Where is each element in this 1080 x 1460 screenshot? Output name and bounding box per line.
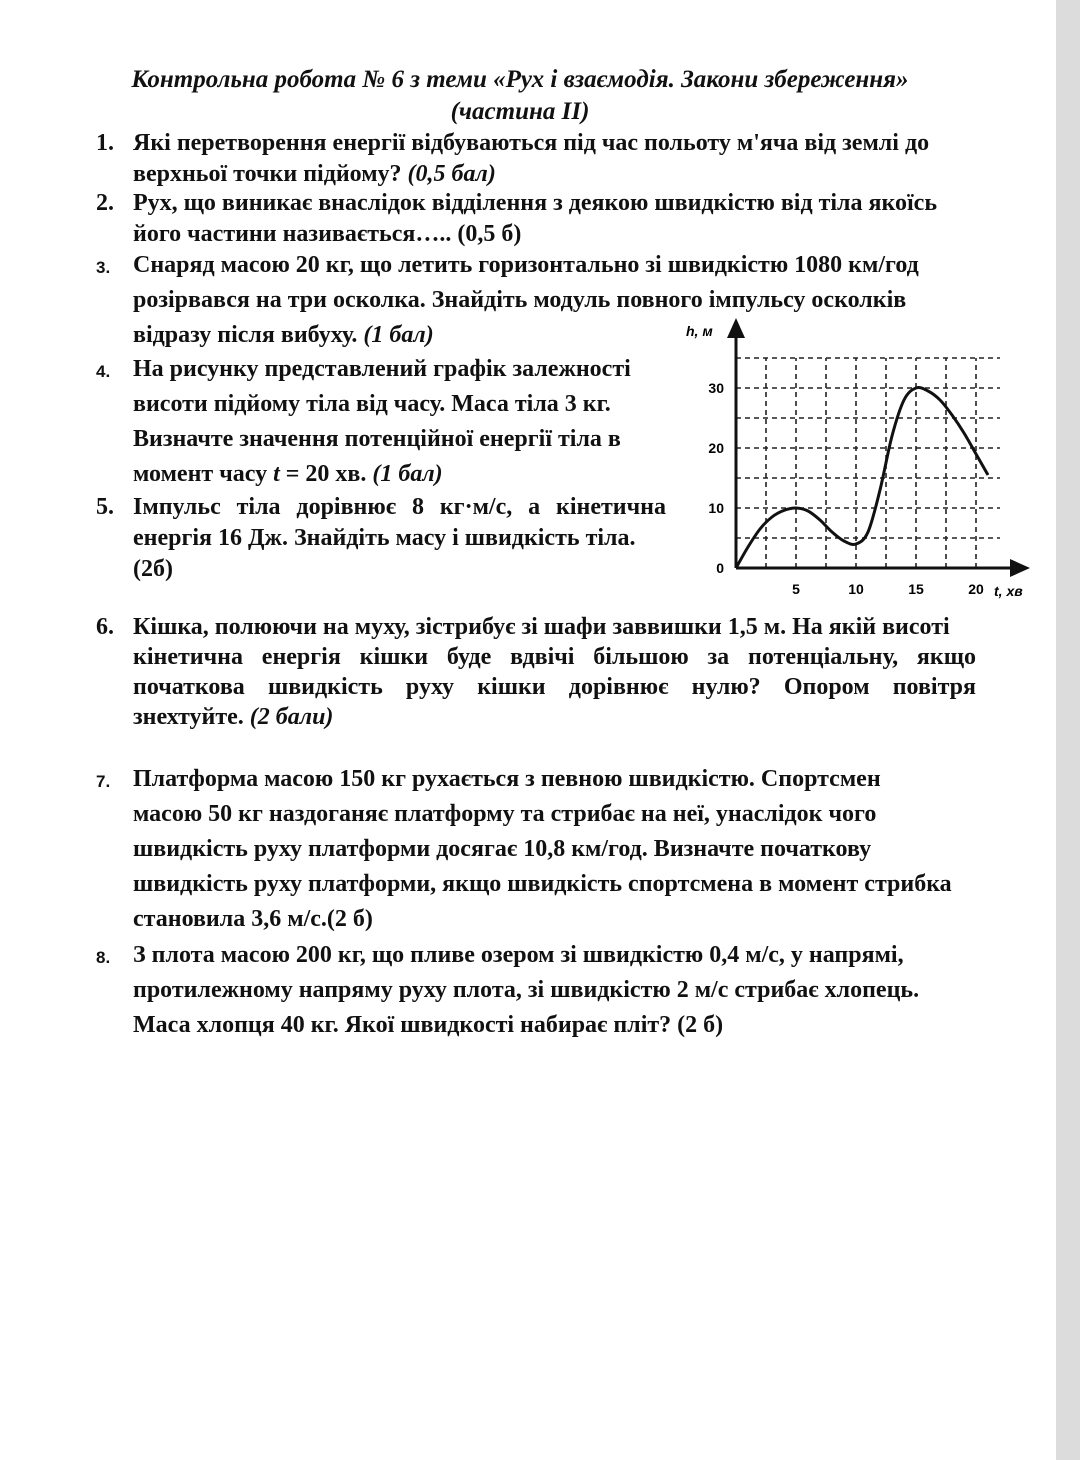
- y-tick-label: 30: [708, 380, 724, 396]
- question-number: 5.: [96, 494, 114, 520]
- chart-tick-labels: [708, 380, 984, 597]
- question-text-line: Які перетворення енергії відбуваються під час польоту м'яча від землі до: [133, 130, 930, 156]
- question-text-line: відразу після вибуху.: [133, 322, 364, 348]
- chart-grid: [736, 358, 1000, 568]
- title-line-1: Контрольна робота № 6 з теми «Рух і взаємодія. Закони збереження»: [131, 66, 909, 93]
- question-number: 4.: [96, 362, 111, 381]
- question-text-line: швидкість руху платформи, якщо швидкість спортсмена в момент стрибка: [133, 871, 952, 897]
- x-axis-label: t, хв: [994, 583, 1023, 599]
- question-number: 2.: [96, 190, 114, 216]
- question-text-line: протилежному напряму руху плота, зі швидкістю 2 м/с стрибає хлопець.: [133, 977, 920, 1003]
- question-text-line: Маса хлопця 40 кг. Якої швидкості набирає пліт? (2 б): [133, 1012, 724, 1038]
- question-text-line: початкова швидкість руху кішки дорівнює нулю? Опором повітря: [133, 674, 976, 700]
- question-text-line: швидкість руху платформи досягає 10,8 км/год. Визначте початкову: [133, 836, 872, 862]
- question-text-line: масою 50 кг наздоганяє платформу та стрибає на неї, унаслідок чого: [133, 801, 877, 827]
- question-text-line: його частини називається….. (0,5 б): [133, 221, 522, 247]
- x-tick-label: 5: [792, 581, 800, 597]
- question-text-line: Імпульс тіла дорівнює 8 кг·м/с, а кінетична: [133, 494, 666, 520]
- y-axis-arrow: [727, 318, 745, 338]
- question-text-line: На рисунку представлений графік залежності: [133, 356, 631, 382]
- x-axis-arrow: [1010, 559, 1030, 577]
- question-number: 1.: [96, 130, 114, 156]
- question-text-line: верхньої точки підйому?: [133, 161, 408, 187]
- x-tick-label: 15: [908, 581, 924, 597]
- question-text-line: (2б): [133, 556, 173, 582]
- question-points: (1 бал): [363, 322, 434, 348]
- document-title: [80, 64, 960, 128]
- question-text-line: знехтуйте.: [133, 704, 250, 730]
- y-tick-label: 20: [708, 440, 724, 456]
- question-number: 8.: [96, 948, 111, 967]
- question-text-line: кінетична енергія кішки буде вдвічі більшою за потенціальну, якщо: [133, 644, 976, 670]
- question-number: 7.: [96, 772, 111, 791]
- y-tick-label: 10: [708, 500, 724, 516]
- height-vs-time-chart: [680, 316, 1040, 606]
- question-points: (1 бал): [372, 461, 443, 487]
- y-tick-label: 0: [716, 560, 724, 576]
- x-tick-label: 10: [848, 581, 864, 597]
- question-text-line: Платформа масою 150 кг рухається з певною швидкістю. Спортсмен: [133, 766, 881, 792]
- question-points: (2 бали): [249, 704, 334, 730]
- question-text-line: Кішка, полюючи на муху, зістрибує зі шафи заввишки 1,5 м. На якій висоті: [133, 614, 950, 640]
- question-text-line: становила 3,6 м/с.(2 б): [133, 906, 373, 932]
- question-text-line: енергія 16 Дж. Знайдіть масу і швидкість тіла.: [133, 525, 636, 551]
- right-edge-strip: [1056, 0, 1080, 1460]
- question-text-line: розірвався на три осколка. Знайдіть модуль повного імпульсу осколків: [133, 287, 907, 313]
- question-text-line: = 20 хв.: [279, 461, 373, 487]
- question-text-line: З плота масою 200 кг, що пливе озером зі швидкістю 0,4 м/с, у напрямі,: [133, 942, 904, 968]
- question-text-line: висоти підйому тіла від часу. Маса тіла 3 кг.: [133, 391, 611, 417]
- question-number: 3.: [96, 258, 111, 277]
- title-line-2: (частина ІІ): [450, 98, 590, 125]
- x-tick-label: 20: [968, 581, 984, 597]
- question-number: 6.: [96, 614, 114, 640]
- question-text-line: Рух, що виникає внаслідок відділення з деякою швидкістю від тіла якоїсь: [133, 190, 938, 216]
- question-text-line: момент часу: [133, 461, 274, 487]
- question-points: (0,5 бал): [407, 161, 496, 187]
- time-variable: t: [273, 461, 280, 487]
- y-axis-label: h, м: [686, 323, 713, 339]
- question-text-line: Снаряд масою 20 кг, що летить горизонтально зі швидкістю 1080 км/год: [133, 252, 919, 278]
- question-text-line: Визначте значення потенційної енергії тіла в: [133, 426, 621, 452]
